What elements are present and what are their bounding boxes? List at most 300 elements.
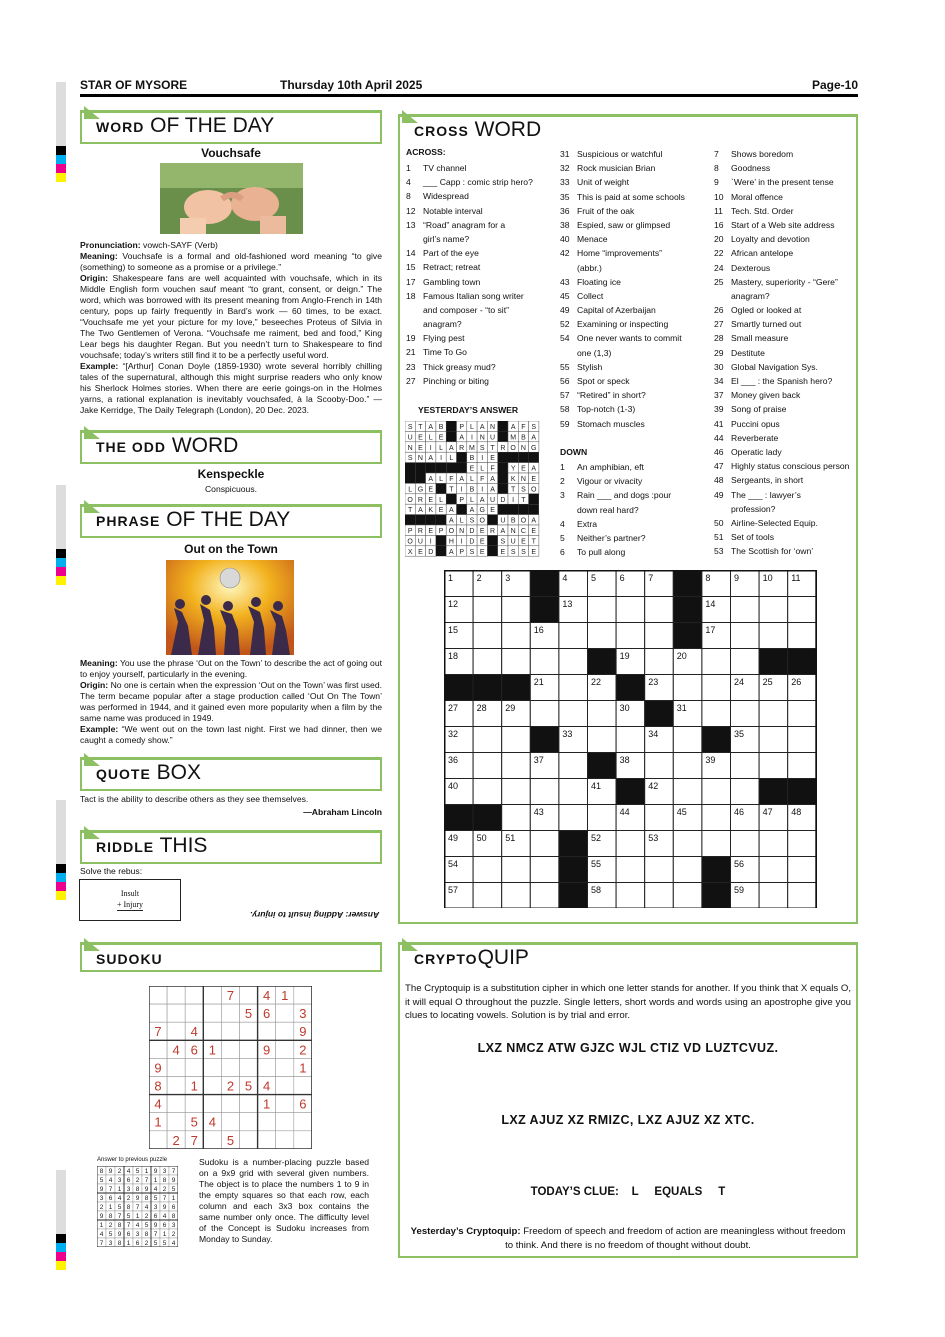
prev-digit: 9 xyxy=(153,1168,158,1175)
svg-text:E: E xyxy=(418,444,423,452)
sudoku-cell[interactable] xyxy=(185,986,203,1004)
svg-text:L: L xyxy=(469,476,474,483)
clue-item: 57 “Retired” in short? xyxy=(560,390,646,401)
yesterday-cell xyxy=(415,494,425,504)
yesterday-cell xyxy=(415,421,425,431)
clue-item: 48 Sergeants, in short xyxy=(714,475,804,486)
sudoku-cell[interactable] xyxy=(276,1022,294,1040)
yesterday-cell xyxy=(426,515,436,525)
prev-digit: 8 xyxy=(99,1168,104,1175)
clue-number: 17 xyxy=(705,625,716,635)
sudoku-cell[interactable] xyxy=(221,1022,239,1040)
crossword-cell[interactable] xyxy=(616,623,645,649)
black-square xyxy=(673,623,702,649)
yesterday-cell xyxy=(508,473,518,483)
crossword-cell[interactable] xyxy=(702,701,731,727)
yesterday-cell xyxy=(446,483,456,493)
sudoku-cell[interactable] xyxy=(240,986,258,1004)
sudoku-cell[interactable] xyxy=(240,1113,258,1131)
prev-digit: 9 xyxy=(117,1231,122,1238)
issue-date: Thursday 10th April 2025 xyxy=(280,78,423,92)
svg-text:A: A xyxy=(449,548,454,556)
crossword-cell[interactable] xyxy=(759,623,788,649)
crossword-cell[interactable] xyxy=(502,727,531,753)
crossword-cell[interactable] xyxy=(645,857,674,883)
crossword-cell[interactable] xyxy=(473,727,502,753)
svg-text:A: A xyxy=(449,517,454,525)
crossword-cell[interactable] xyxy=(759,831,788,857)
crossword-cell[interactable] xyxy=(530,779,559,805)
crossword-cell[interactable] xyxy=(645,597,674,623)
prev-digit: 7 xyxy=(126,1222,131,1229)
prev-digit: 7 xyxy=(135,1204,140,1211)
prev-digit: 5 xyxy=(153,1240,158,1247)
black-square xyxy=(788,649,817,675)
sudoku-cell[interactable] xyxy=(221,1095,239,1113)
svg-text:R: R xyxy=(417,496,423,504)
crossword-cell[interactable] xyxy=(473,649,502,675)
crossword-cell[interactable] xyxy=(502,649,531,675)
yesterday-cell xyxy=(477,515,487,525)
sudoku-cell[interactable] xyxy=(185,1095,203,1113)
svg-text:N: N xyxy=(510,528,516,535)
yesterday-cell xyxy=(529,504,539,514)
crossword-cell[interactable] xyxy=(530,649,559,675)
yesterday-cell xyxy=(405,546,415,556)
clue-number: 34 xyxy=(648,729,659,739)
crossword-cell[interactable] xyxy=(530,831,559,857)
crossword-cell[interactable] xyxy=(673,779,702,805)
sudoku-cell[interactable] xyxy=(203,1058,221,1076)
svg-text:I: I xyxy=(470,434,473,442)
crossword-cell[interactable] xyxy=(530,857,559,883)
svg-text:S: S xyxy=(407,424,413,431)
yesterday-cell xyxy=(467,504,477,514)
sudoku-cell[interactable] xyxy=(167,1004,185,1022)
prev-digit: 2 xyxy=(135,1177,140,1184)
sudoku-given: 2 xyxy=(172,1132,180,1148)
sudoku-cell[interactable] xyxy=(203,986,221,1004)
prev-digit: 4 xyxy=(108,1177,113,1184)
clue-item: 56 Spot or speck xyxy=(560,376,630,386)
crossword-cell[interactable] xyxy=(588,701,617,727)
sudoku-given: 5 xyxy=(190,1114,198,1130)
clue-item: 25 Mastery, superiority - “Gere” xyxy=(714,276,838,287)
crossword-cell[interactable] xyxy=(702,675,731,701)
clue-number: 46 xyxy=(734,807,745,817)
svg-text:E: E xyxy=(428,486,434,494)
crossword-cell[interactable] xyxy=(788,831,817,857)
sudoku-description: Sudoku is a number-placing puzzle based on a 9x9 grid with several given numbers. The object is to place the numbers 1 to 9 in the empty squares so that each row, each column and each 3x3 box contains the same number only once. The difficulty level of the Concept is Sudoku increases from Monday to Sunday. xyxy=(199,1157,369,1244)
crossword-cell[interactable] xyxy=(759,883,788,909)
yesterday-cell xyxy=(436,504,446,514)
prev-digit: 5 xyxy=(126,1213,131,1220)
crossword-cell[interactable] xyxy=(702,779,731,805)
black-square xyxy=(473,805,502,831)
sudoku-cell[interactable] xyxy=(203,1004,221,1022)
clue-number: 21 xyxy=(533,677,544,687)
crossword-cell[interactable] xyxy=(731,597,760,623)
sudoku-cell[interactable] xyxy=(276,1131,294,1149)
crossword-cell[interactable] xyxy=(473,857,502,883)
sudoku-cell[interactable] xyxy=(203,1095,221,1113)
sudoku-cell[interactable] xyxy=(167,1077,185,1095)
sudoku-given: 7 xyxy=(154,1024,162,1040)
prev-sudoku-label: Answer to previous puzzle xyxy=(97,1157,168,1163)
black-square xyxy=(673,597,702,623)
prev-digit: 5 xyxy=(108,1231,113,1238)
svg-text:R: R xyxy=(500,444,506,452)
crossword-cell[interactable] xyxy=(731,779,760,805)
crossword-cell[interactable] xyxy=(473,623,502,649)
yesterday-cell xyxy=(415,546,425,556)
svg-text:H: H xyxy=(448,538,454,546)
black-square xyxy=(445,805,474,831)
clue-item: 12 Notable interval xyxy=(406,205,483,216)
crossword-cell[interactable] xyxy=(616,831,645,857)
prev-digit: 7 xyxy=(162,1195,167,1202)
yesterday-cell xyxy=(487,431,497,441)
sudoku-cell[interactable] xyxy=(276,1004,294,1022)
yesterday-cell xyxy=(529,421,539,431)
yesterday-cell xyxy=(446,431,456,441)
crossword-cell[interactable] xyxy=(759,727,788,753)
sudoku-grid[interactable] xyxy=(149,986,312,1149)
prev-digit: 8 xyxy=(117,1222,122,1229)
svg-text:D: D xyxy=(469,528,475,535)
sudoku-cell[interactable] xyxy=(276,1113,294,1131)
clue-number: 6 xyxy=(619,573,625,583)
crossword-cell[interactable] xyxy=(473,779,502,805)
crossword-cell[interactable] xyxy=(588,597,617,623)
yesterday-cell xyxy=(467,421,477,431)
crossword-cell[interactable] xyxy=(473,883,502,909)
sudoku-given: 1 xyxy=(263,1096,271,1112)
svg-text:N: N xyxy=(417,455,423,463)
sudoku-cell[interactable] xyxy=(240,1040,258,1058)
crossword-cell[interactable] xyxy=(788,623,817,649)
svg-text:E: E xyxy=(428,496,434,504)
crossword-cell[interactable] xyxy=(645,753,674,779)
crossword-cell[interactable] xyxy=(616,857,645,883)
crossword-cell[interactable] xyxy=(645,883,674,909)
crossword-cell[interactable] xyxy=(759,597,788,623)
sudoku-cell[interactable] xyxy=(149,986,167,1004)
svg-text:U: U xyxy=(407,434,413,442)
crossword-cell[interactable] xyxy=(530,883,559,909)
sudoku-cell[interactable] xyxy=(167,1113,185,1131)
crossword-cell[interactable] xyxy=(559,753,588,779)
clue-number: 11 xyxy=(791,573,801,583)
svg-text:P: P xyxy=(407,528,413,535)
crossword-cell[interactable] xyxy=(588,805,617,831)
crossword-cell[interactable] xyxy=(502,883,531,909)
yesterday-cell xyxy=(436,535,446,545)
sudoku-cell[interactable] xyxy=(221,1113,239,1131)
yesterday-cell xyxy=(529,483,539,493)
sudoku-given: 7 xyxy=(190,1132,198,1148)
black-square xyxy=(530,727,559,753)
svg-text:K: K xyxy=(510,476,516,483)
riddle-answer-inverted: Answer: Adding insult to injury. xyxy=(250,910,380,920)
sudoku-cell[interactable] xyxy=(276,1040,294,1058)
yesterday-cell xyxy=(415,535,425,545)
sudoku-given: 4 xyxy=(263,988,271,1003)
prev-digit: 8 xyxy=(162,1177,167,1184)
svg-text:I: I xyxy=(440,455,443,463)
sudoku-cell[interactable] xyxy=(203,1077,221,1095)
yesterday-cell xyxy=(446,421,456,431)
sudoku-cell[interactable] xyxy=(258,1131,276,1149)
sudoku-cell[interactable] xyxy=(240,1058,258,1076)
sudoku-cell[interactable] xyxy=(258,1058,276,1076)
svg-text:A: A xyxy=(428,455,434,463)
prev-digit: 2 xyxy=(108,1222,113,1229)
svg-text:S: S xyxy=(469,548,475,556)
svg-text:A: A xyxy=(459,434,464,442)
svg-text:S: S xyxy=(469,517,475,525)
sudoku-cell[interactable] xyxy=(149,1004,167,1022)
crossword-cell[interactable] xyxy=(616,727,645,753)
sudoku-cell[interactable] xyxy=(185,1004,203,1022)
yesterday-cell xyxy=(436,473,446,483)
crossword-cell[interactable] xyxy=(616,883,645,909)
sudoku-cell[interactable] xyxy=(203,1022,221,1040)
yesterday-cell xyxy=(508,442,518,452)
crossword-cell[interactable] xyxy=(759,857,788,883)
crossword-cell[interactable] xyxy=(588,623,617,649)
crossword-cell[interactable] xyxy=(788,857,817,883)
clue-number: 30 xyxy=(619,703,630,713)
crossword-cell[interactable] xyxy=(673,857,702,883)
sudoku-cell[interactable] xyxy=(167,1058,185,1076)
clue-item: 24 Dexterous xyxy=(714,262,771,273)
crossword-cell[interactable] xyxy=(673,831,702,857)
crossword-cell[interactable] xyxy=(702,649,731,675)
yesterday-cell xyxy=(529,473,539,483)
crossword-cell[interactable] xyxy=(559,649,588,675)
sudoku-cell[interactable] xyxy=(240,1095,258,1113)
svg-text:E: E xyxy=(418,548,423,556)
crossword-cell[interactable] xyxy=(673,883,702,909)
crossword-cell[interactable] xyxy=(731,649,760,675)
yesterday-cell xyxy=(436,463,446,473)
svg-text:E: E xyxy=(531,476,537,483)
pinky-promise-image xyxy=(160,163,303,234)
sudoku-cell[interactable] xyxy=(294,1131,312,1149)
clue-item: 4 ___ Capp : comic strip hero? xyxy=(406,177,533,188)
crossword-cell[interactable] xyxy=(759,701,788,727)
crossword-cell[interactable] xyxy=(788,727,817,753)
clue-number: 16 xyxy=(533,625,544,635)
crossword-cell[interactable] xyxy=(731,623,760,649)
svg-text:R: R xyxy=(459,444,465,452)
yesterday-label: YESTERDAY’S ANSWER xyxy=(418,405,519,415)
sudoku-cell[interactable] xyxy=(203,1131,221,1149)
svg-text:R: R xyxy=(490,528,496,535)
prev-digit: 9 xyxy=(135,1195,140,1202)
prev-digit: 8 xyxy=(117,1240,122,1247)
clue-number: 24 xyxy=(734,677,745,687)
svg-text:N: N xyxy=(490,424,496,431)
yesterday-cell xyxy=(457,442,467,452)
yesterday-cell xyxy=(457,431,467,441)
yesterday-cell xyxy=(426,473,436,483)
prev-digit: 4 xyxy=(126,1168,131,1175)
crossword-cell[interactable] xyxy=(702,805,731,831)
prev-digit: 7 xyxy=(171,1168,176,1175)
crossword-cell[interactable] xyxy=(502,857,531,883)
clue-item: 33 Unit of weight xyxy=(560,177,630,188)
crossword-cell[interactable] xyxy=(559,779,588,805)
sudoku-cell[interactable] xyxy=(276,1058,294,1076)
yesterday-cell xyxy=(477,463,487,473)
yesterday-cell xyxy=(487,535,497,545)
sudoku-cell[interactable] xyxy=(258,1113,276,1131)
crossword-cell[interactable] xyxy=(788,753,817,779)
sudoku-cell[interactable] xyxy=(185,1058,203,1076)
sudoku-cell[interactable] xyxy=(276,1077,294,1095)
yesterday-cell xyxy=(426,535,436,545)
crossword-cell[interactable] xyxy=(502,623,531,649)
yesterday-cell xyxy=(487,504,497,514)
svg-text:L: L xyxy=(480,465,485,473)
crossword-cell[interactable] xyxy=(645,623,674,649)
yesterday-crossword-answer xyxy=(405,421,540,558)
crossword-cell[interactable] xyxy=(788,883,817,909)
crossword-cell[interactable] xyxy=(702,831,731,857)
sudoku-cell[interactable] xyxy=(294,1077,312,1095)
yesterday-cell xyxy=(477,483,487,493)
black-square xyxy=(559,857,588,883)
crossword-cell[interactable] xyxy=(731,831,760,857)
crossword-cell[interactable] xyxy=(645,649,674,675)
crossword-cell[interactable] xyxy=(559,675,588,701)
crossword-cell[interactable] xyxy=(502,805,531,831)
prev-digit: 9 xyxy=(99,1213,104,1220)
prev-digit: 2 xyxy=(162,1186,167,1193)
crossword-cell[interactable] xyxy=(731,753,760,779)
yesterday-cell xyxy=(508,525,518,535)
svg-text:T: T xyxy=(521,496,526,504)
crossword-cell[interactable] xyxy=(673,753,702,779)
crossword-cell[interactable] xyxy=(673,675,702,701)
yesterday-cell xyxy=(508,421,518,431)
svg-text:N: N xyxy=(520,476,526,483)
crossword-cell[interactable] xyxy=(673,727,702,753)
crossword-cell[interactable] xyxy=(645,805,674,831)
prev-digit: 9 xyxy=(171,1177,176,1184)
sudoku-cell[interactable] xyxy=(149,1131,167,1149)
clue-item: girl’s name? xyxy=(423,233,470,244)
crossword-cell[interactable] xyxy=(502,597,531,623)
sudoku-cell[interactable] xyxy=(167,1095,185,1113)
crossword-cell[interactable] xyxy=(473,597,502,623)
prev-digit: 3 xyxy=(162,1168,167,1175)
crossword-grid[interactable] xyxy=(444,570,817,908)
yesterday-cell xyxy=(518,483,528,493)
sudoku-cell[interactable] xyxy=(167,1022,185,1040)
sudoku-cell[interactable] xyxy=(294,986,312,1004)
phrase-body: Meaning: You use the phrase ‘Out on the Town’ to describe the act of going out to enjoy yourself, particularly in the evening. Origin: No one is certain when the expression ‘Out on the Town’ was first used. The term became popular after a stage production called ‘Out On The Town’ was performed in 1944, and it gained even more popularity when a film by the same name was produced in 1949. Example: “We went out on the town last night. First we had dinner, then we caught a comedy show.” xyxy=(80,658,382,745)
svg-text:A: A xyxy=(490,486,495,494)
yesterday-cell xyxy=(467,442,477,452)
yesterday-cell xyxy=(457,494,467,504)
crossword-cell[interactable] xyxy=(788,597,817,623)
svg-text:E: E xyxy=(490,455,495,463)
clue-item: 31 Suspicious or watchful xyxy=(560,149,663,159)
crossword-cell[interactable] xyxy=(559,805,588,831)
sudoku-cell[interactable] xyxy=(276,1095,294,1113)
crossword-cell[interactable] xyxy=(616,597,645,623)
sudoku-cell[interactable] xyxy=(221,1040,239,1058)
yesterday-cell xyxy=(436,494,446,504)
clue-number: 50 xyxy=(476,833,487,843)
prev-digit: 8 xyxy=(135,1186,140,1193)
sudoku-cell[interactable] xyxy=(149,1040,167,1058)
svg-text:P: P xyxy=(438,528,444,535)
odd-word-word: Kenspeckle xyxy=(197,467,265,481)
svg-text:F: F xyxy=(521,424,526,431)
prev-digit: 4 xyxy=(171,1240,176,1247)
svg-text:O: O xyxy=(510,444,516,452)
yesterday-cell xyxy=(405,463,415,473)
yesterday-cell xyxy=(467,452,477,462)
sudoku-cell[interactable] xyxy=(258,1022,276,1040)
black-square xyxy=(702,883,731,909)
sudoku-cell[interactable] xyxy=(240,1131,258,1149)
black-square xyxy=(673,571,702,597)
sudoku-cell[interactable] xyxy=(221,1004,239,1022)
crossword-cell[interactable] xyxy=(502,779,531,805)
clue-number: 28 xyxy=(476,703,487,713)
crossword-cell[interactable] xyxy=(502,753,531,779)
svg-text:A: A xyxy=(490,476,495,483)
svg-text:A: A xyxy=(449,444,454,452)
clue-number: 39 xyxy=(705,755,716,765)
sudoku-cell[interactable] xyxy=(294,1113,312,1131)
crossword-cell[interactable] xyxy=(731,701,760,727)
crossword-cell[interactable] xyxy=(559,701,588,727)
yesterday-cell xyxy=(518,525,528,535)
prev-digit: 3 xyxy=(99,1195,104,1202)
yesterday-cell xyxy=(477,494,487,504)
sudoku-given: 3 xyxy=(299,1006,307,1022)
clue-item: 1 TV channel xyxy=(406,163,467,173)
sudoku-cell[interactable] xyxy=(167,986,185,1004)
crossword-cell[interactable] xyxy=(473,753,502,779)
crossword-cell[interactable] xyxy=(559,623,588,649)
sudoku-cell[interactable] xyxy=(240,1022,258,1040)
crossword-cell[interactable] xyxy=(788,701,817,727)
crossword-cell[interactable] xyxy=(759,753,788,779)
crossword-cell[interactable] xyxy=(530,701,559,727)
sudoku-given: 6 xyxy=(263,1006,271,1022)
svg-text:A: A xyxy=(459,476,464,483)
crossword-cell[interactable] xyxy=(588,727,617,753)
clue-item: 55 Stylish xyxy=(560,361,603,372)
clues-across-col1 xyxy=(406,161,556,388)
yesterday-cell xyxy=(426,463,436,473)
clue-item: 7 Shows boredom xyxy=(714,149,794,159)
clue-number: 3 xyxy=(505,573,511,583)
yesterday-cell xyxy=(518,473,528,483)
sudoku-cell[interactable] xyxy=(221,1058,239,1076)
svg-text:A: A xyxy=(418,507,423,515)
yesterday-cell xyxy=(426,483,436,493)
sudoku-given: 9 xyxy=(154,1060,162,1076)
svg-text:T: T xyxy=(490,444,495,452)
